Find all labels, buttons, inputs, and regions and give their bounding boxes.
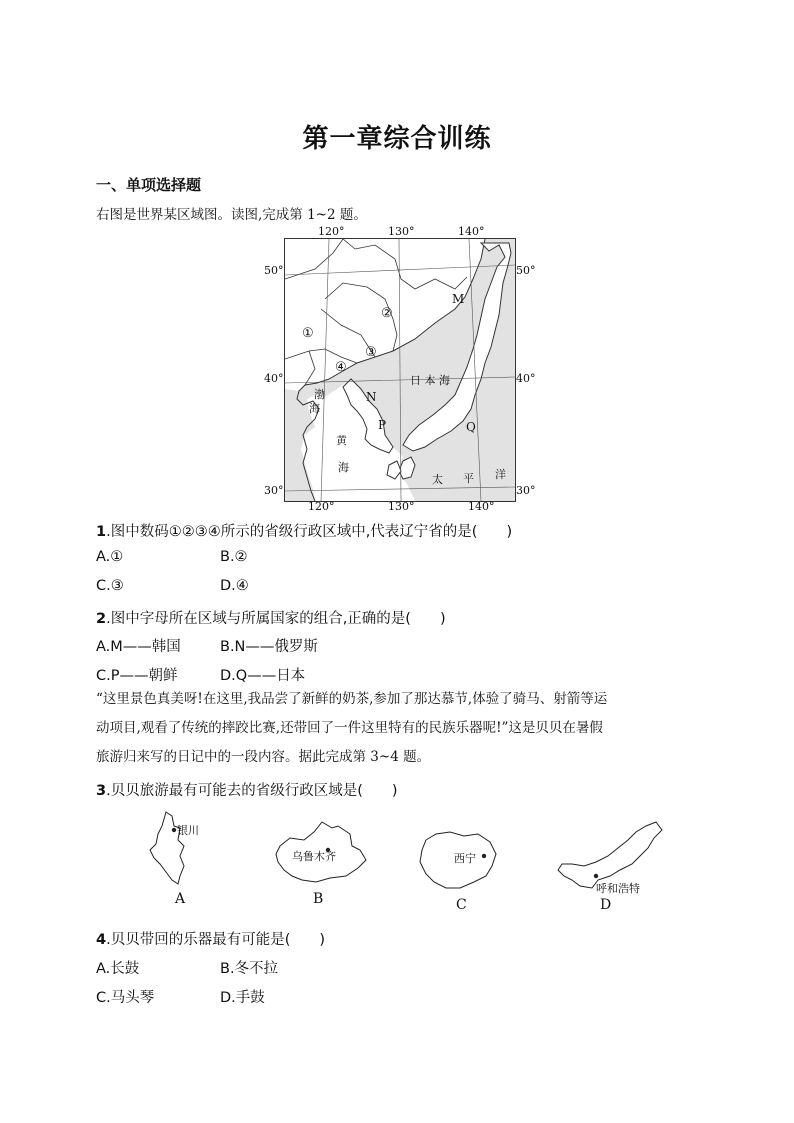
province-c-city: 西宁	[454, 852, 476, 865]
question-2	[96, 607, 446, 628]
map-sea-huanghai-2: 海	[338, 461, 349, 474]
question-1	[96, 520, 512, 541]
map-lat-right-2: 40°	[516, 372, 536, 385]
map-sea-bohai-2: 海	[309, 402, 320, 415]
province-d-letter: D	[600, 897, 612, 913]
passage-line-2: 动项目,观看了传统的摔跤比赛,还带回了一件这里特有的民族乐器呢!”这是贝贝在暑假	[96, 720, 603, 736]
map-sea-japan: 日 本 海	[410, 374, 450, 387]
map-lon-bottom-2: 130°	[388, 500, 415, 513]
province-b-letter: B	[313, 891, 324, 907]
intro-text-1: 右图是世界某区域图。读图,完成第 1~2 题。	[96, 207, 367, 223]
map-sea-pacific-3: 洋	[495, 468, 506, 481]
map-lon-top-2: 130°	[388, 225, 415, 238]
province-a-outline[interactable]	[140, 808, 220, 888]
q2-option-d[interactable]: D.Q——日本	[220, 668, 306, 684]
question-4-number: 4	[96, 932, 107, 948]
question-2-text: .图中字母所在区域与所属国家的组合,正确的是( )	[106, 611, 446, 627]
q4-option-a[interactable]: A.长鼓	[96, 961, 140, 977]
question-1-number: 1	[96, 524, 107, 540]
map-lat-right-3: 30°	[516, 484, 536, 497]
map-drawing	[285, 239, 515, 501]
map-lon-bottom-3: 140°	[468, 500, 495, 513]
section-heading: 一、单项选择题	[96, 176, 202, 194]
question-3-text: .贝贝旅游最有可能去的省级行政区域是( )	[106, 783, 398, 799]
reading-passage	[96, 685, 706, 772]
q2-option-a[interactable]: A.M——韩国	[96, 639, 181, 655]
map-letter-n: N	[366, 390, 377, 404]
map-region-3: ③	[365, 345, 377, 360]
q1-option-a[interactable]: A.①	[96, 549, 124, 565]
q2-option-c[interactable]: C.P——朝鲜	[96, 668, 178, 684]
map-letter-m: M	[452, 292, 465, 306]
map-sea-pacific-1: 太	[432, 473, 443, 486]
q2-option-b[interactable]: B.N——俄罗斯	[220, 639, 318, 655]
page-title: 第一章综合训练	[302, 124, 492, 154]
question-1-text: .图中数码①②③④所示的省级行政区域中,代表辽宁省的是( )	[106, 524, 513, 540]
map-lon-top-3: 140°	[458, 225, 485, 238]
map-letter-p: P	[378, 418, 387, 432]
map-lat-left-2: 40°	[264, 372, 284, 385]
question-3	[96, 779, 398, 800]
map-lat-right-1: 50°	[516, 264, 536, 277]
question-3-number: 3	[96, 783, 107, 799]
q1-option-c[interactable]: C.③	[96, 578, 124, 594]
map-region-4: ④	[335, 360, 347, 375]
map-lat-left-1: 50°	[264, 264, 284, 277]
map-sea-huanghai-1: 黄	[336, 434, 347, 447]
province-a-city: 银川	[177, 824, 199, 837]
map-letter-q: Q	[466, 420, 476, 434]
province-c-letter: C	[456, 897, 467, 913]
q1-option-d[interactable]: D.④	[220, 578, 249, 594]
region-map	[284, 238, 516, 502]
map-region-2: ②	[381, 306, 393, 321]
province-b-city: 乌鲁木齐	[292, 850, 336, 863]
map-lat-left-3: 30°	[264, 484, 284, 497]
map-region-1: ①	[302, 326, 314, 341]
q4-option-d[interactable]: D.手鼓	[220, 990, 265, 1006]
province-d-city: 呼和浩特	[596, 882, 640, 895]
province-a-letter: A	[175, 891, 186, 907]
q4-option-b[interactable]: B.冬不拉	[220, 961, 279, 977]
passage-line-3: 旅游归来写的日记中的一段内容。据此完成第 3~4 题。	[96, 749, 431, 765]
map-sea-bohai-1: 渤	[314, 388, 325, 401]
question-4-text: .贝贝带回的乐器最有可能是( )	[106, 932, 326, 948]
q4-option-c[interactable]: C.马头琴	[96, 990, 155, 1006]
map-lon-bottom-1: 120°	[308, 500, 335, 513]
map-lon-top-1: 120°	[318, 225, 345, 238]
question-4	[96, 928, 325, 949]
question-2-number: 2	[96, 611, 107, 627]
passage-line-1: “这里景色真美呀!在这里,我品尝了新鲜的奶茶,参加了那达慕节,体验了骑马、射箭等运	[96, 691, 608, 707]
q1-option-b[interactable]: B.②	[220, 549, 248, 565]
map-sea-pacific-2: 平	[463, 472, 474, 485]
